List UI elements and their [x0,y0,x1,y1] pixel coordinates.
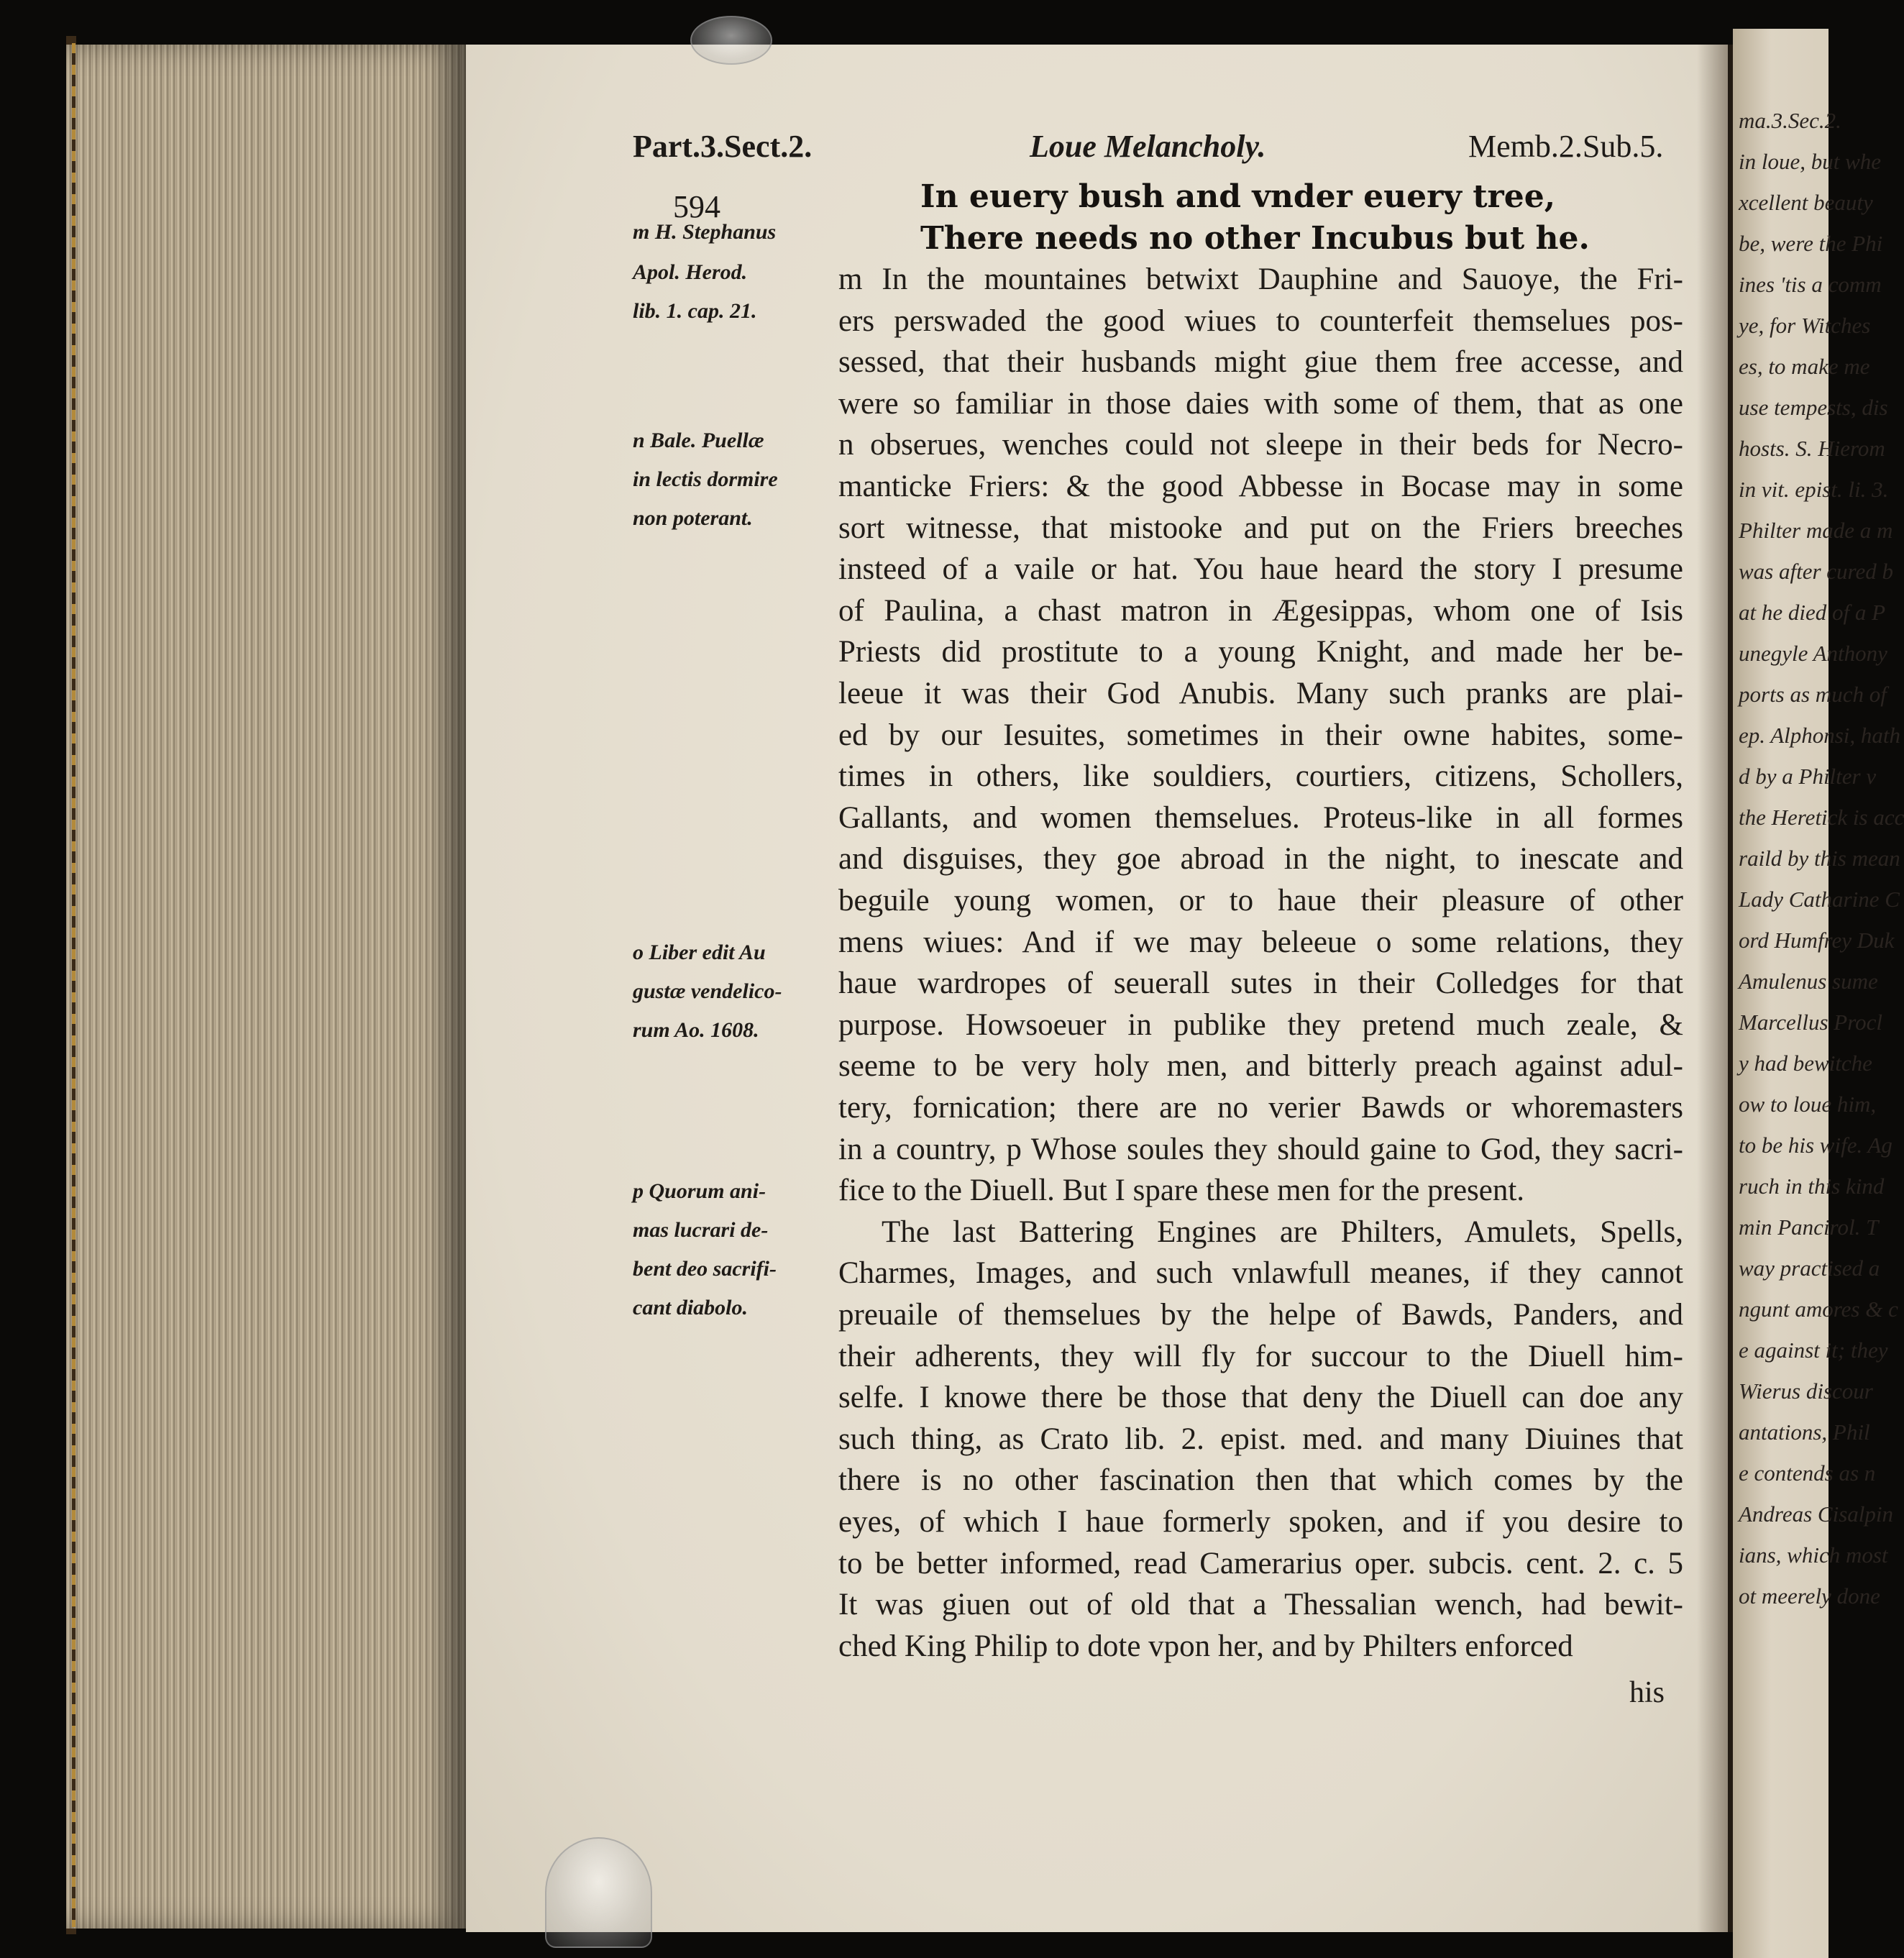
facing-page-line: d by a Philter v [1739,764,1877,789]
facing-page-line: Philter made a m [1739,518,1893,543]
facing-page-line: ruch in this kind [1739,1174,1885,1199]
body-line: The last Battering Engines are Philters, Amulets, Spells, [882,1214,1683,1249]
body-line: Priests did prostitute to a young Knight, and made her be- [838,635,1683,669]
body-line: insteed of a vaile or hat. You haue heard the story I presume [838,552,1683,587]
facing-page-line: min Pancirol. T [1739,1214,1879,1240]
margin-note-line: cant diabolo. [633,1296,749,1319]
facing-page-line: y had bewitche [1739,1051,1872,1076]
facing-page-line: ye, for Witches [1739,313,1871,338]
body-line: in a country, p Whose soules they should gaine to God, they sacri- [838,1132,1683,1166]
facing-page-line: hosts. S. Hierom [1739,436,1885,461]
body-line: m In the mountaines betwixt Dauphine and Sauoye, the Fri- [838,262,1683,296]
body-line: eyes, of which I haue formerly spoken, and if you desire to [838,1505,1683,1539]
facing-page-line: ports as much of [1739,682,1887,707]
body-line: Gallants, and women themselues. Proteus-like in all formes [838,800,1683,835]
facing-page-line: the Heretick is acc [1739,805,1904,830]
body-line: there is no other fascination then that which comes by the [838,1463,1683,1498]
body-line: of Paulina, a chast matron in Ægesippas, whom one of Isis [838,593,1683,628]
verse-line: There needs no other Incubus but he. [920,220,1590,257]
facing-page-line: es, to make me [1739,354,1870,379]
margin-note-line: mas lucrari de- [633,1218,769,1242]
margin-note-line: Apol. Herod. [633,260,748,284]
facing-page-line: ep. Alphonsi, hath [1739,723,1901,748]
facing-page-line: to be his wife. Ag [1739,1133,1892,1158]
facing-page-line: ord Humfrey Duk [1739,928,1895,953]
margin-note-line: gustæ vendelico- [633,979,782,1003]
body-line: ers perswaded the good wiues to counterfeit themselues pos- [838,303,1683,338]
facing-page-line: use tempests, dis [1739,395,1888,420]
facing-page-line: in loue, but whe [1739,149,1882,174]
facing-page-line: Andreas Cisalpin [1739,1501,1894,1527]
facing-page-line: xcellent beauty [1739,190,1873,215]
facing-page-line: Lady Catharine C [1739,887,1900,912]
facing-page-line: ow to loue him, [1739,1092,1877,1117]
body-line: times in others, like souldiers, courtiers, citizens, Schollers, [838,759,1683,794]
running-head-right: Memb.2.Sub.5. [1468,129,1664,164]
facing-page-line: ngunt amores & c [1739,1296,1898,1322]
facing-page-line: e against it; they [1739,1337,1888,1363]
margin-note-line: p Quorum ani- [633,1179,766,1203]
catchword: his [1629,1676,1665,1709]
page-clip-bottom [545,1837,652,1948]
facing-page-line: unegyle Anthony [1739,641,1887,666]
facing-page-line: at he died of a P [1739,600,1886,625]
running-head-title: Loue Melancholy. [1030,129,1266,164]
body-line: sort witnesse, that mistooke and put on the Friers breeches [838,511,1683,545]
facing-page-line: ines 'tis a comm [1739,272,1882,297]
body-line: were so familiar in those daies with some of them, that as one [838,386,1683,421]
margin-note-line: n Bale. Puellæ [633,429,764,452]
body-line: haue wardropes of seuerall sutes in their Colledges for that [838,966,1683,1001]
verse-line: In euery bush and vnder euery tree, [920,178,1556,215]
body-line: fice to the Diuell. But I spare these men for the present. [838,1174,1525,1208]
facing-page-line: Marcellus Procl [1739,1010,1883,1035]
page-edges [66,45,469,1929]
body-line: purpose. Howsoeuer in publike they pretend much zeale, & [838,1007,1683,1042]
margin-note-line: rum Ao. 1608. [633,1018,759,1042]
margin-note-line: o Liber edit Au [633,941,766,964]
facing-page [1733,29,1904,1958]
body-line: tery, fornication; there are no verier Bawds or whoremasters [838,1091,1683,1125]
body-line: manticke Friers: & the good Abbesse in Bocase may in some [838,470,1683,503]
body-line: selfe. I knowe there be those that deny the Diuell can doe any [838,1381,1683,1415]
facing-page-line: way practised a [1739,1255,1880,1281]
margin-note-line: in lectis dormire [633,467,778,491]
facing-page-line: be, were the Phi [1739,231,1883,256]
running-head-left: Part.3.Sect.2. [633,129,813,164]
body-line: such thing, as Crato lib. 2. epist. med. and many Diuines that [838,1422,1683,1456]
margin-note-line: non poterant. [633,506,753,530]
body-line: ched King Philip to dote vpon her, and by Philters enforced [838,1629,1573,1663]
facing-page-line: raild by this mean [1739,846,1900,871]
body-line: beguile young women, or to haue their pleasure of other [838,884,1683,918]
facing-page-line: Amulenus sume [1739,969,1878,994]
body-line: preuaile of themselues by the helpe of Bawds, Panders, and [838,1298,1683,1332]
facing-page-line: ians, which most [1739,1542,1888,1568]
body-line: Charmes, Images, and such vnlawfull meanes, if they cannot [838,1256,1683,1291]
body-line: n obserues, wenches could not sleepe in their beds for Necro- [838,428,1683,462]
page-number: 594 [673,189,720,224]
body-line: and disguises, they goe abroad in the night, to inescate and [838,842,1683,877]
page-clip-top [690,16,772,65]
page-gutter-shadow [1697,45,1736,1932]
facing-page-line: ot meerely done [1739,1583,1880,1609]
body-line: mens wiues: And if we may beleeue o some relations, they [838,925,1683,959]
spine-gilt-decoration [72,43,75,1927]
body-line: leeue it was their God Anubis. Many such pranks are plai- [838,677,1683,710]
body-line: their adherents, they will fly for succour to the Diuell him- [838,1339,1683,1373]
body-line: to be better informed, read Camerarius oper. subcis. cent. 2. c. 5 [838,1546,1683,1580]
body-line: ed by our Iesuites, sometimes in their owne habites, some- [838,718,1683,752]
facing-page-line: antations, Phil [1739,1419,1870,1445]
body-line: seeme to be very holy men, and bitterly preach against adul- [838,1049,1683,1084]
margin-note-line: lib. 1. cap. 21. [633,299,757,323]
facing-page-line: ma.3.Sec.2. [1739,108,1841,133]
margin-note-line: m H. Stephanus [633,220,777,244]
facing-page-line: Wierus discour [1739,1378,1873,1404]
body-line: sessed, that their husbands might giue them free accesse, and [838,345,1683,380]
margin-note-line: bent deo sacrifi- [633,1257,777,1281]
body-line: It was giuen out of old that a Thessalian wench, had bewit- [838,1588,1683,1622]
facing-page-line: e contends as n [1739,1460,1876,1486]
facing-page-line: was after cured b [1739,559,1893,584]
facing-page-line: in vit. epist. li. 3. [1739,477,1889,502]
